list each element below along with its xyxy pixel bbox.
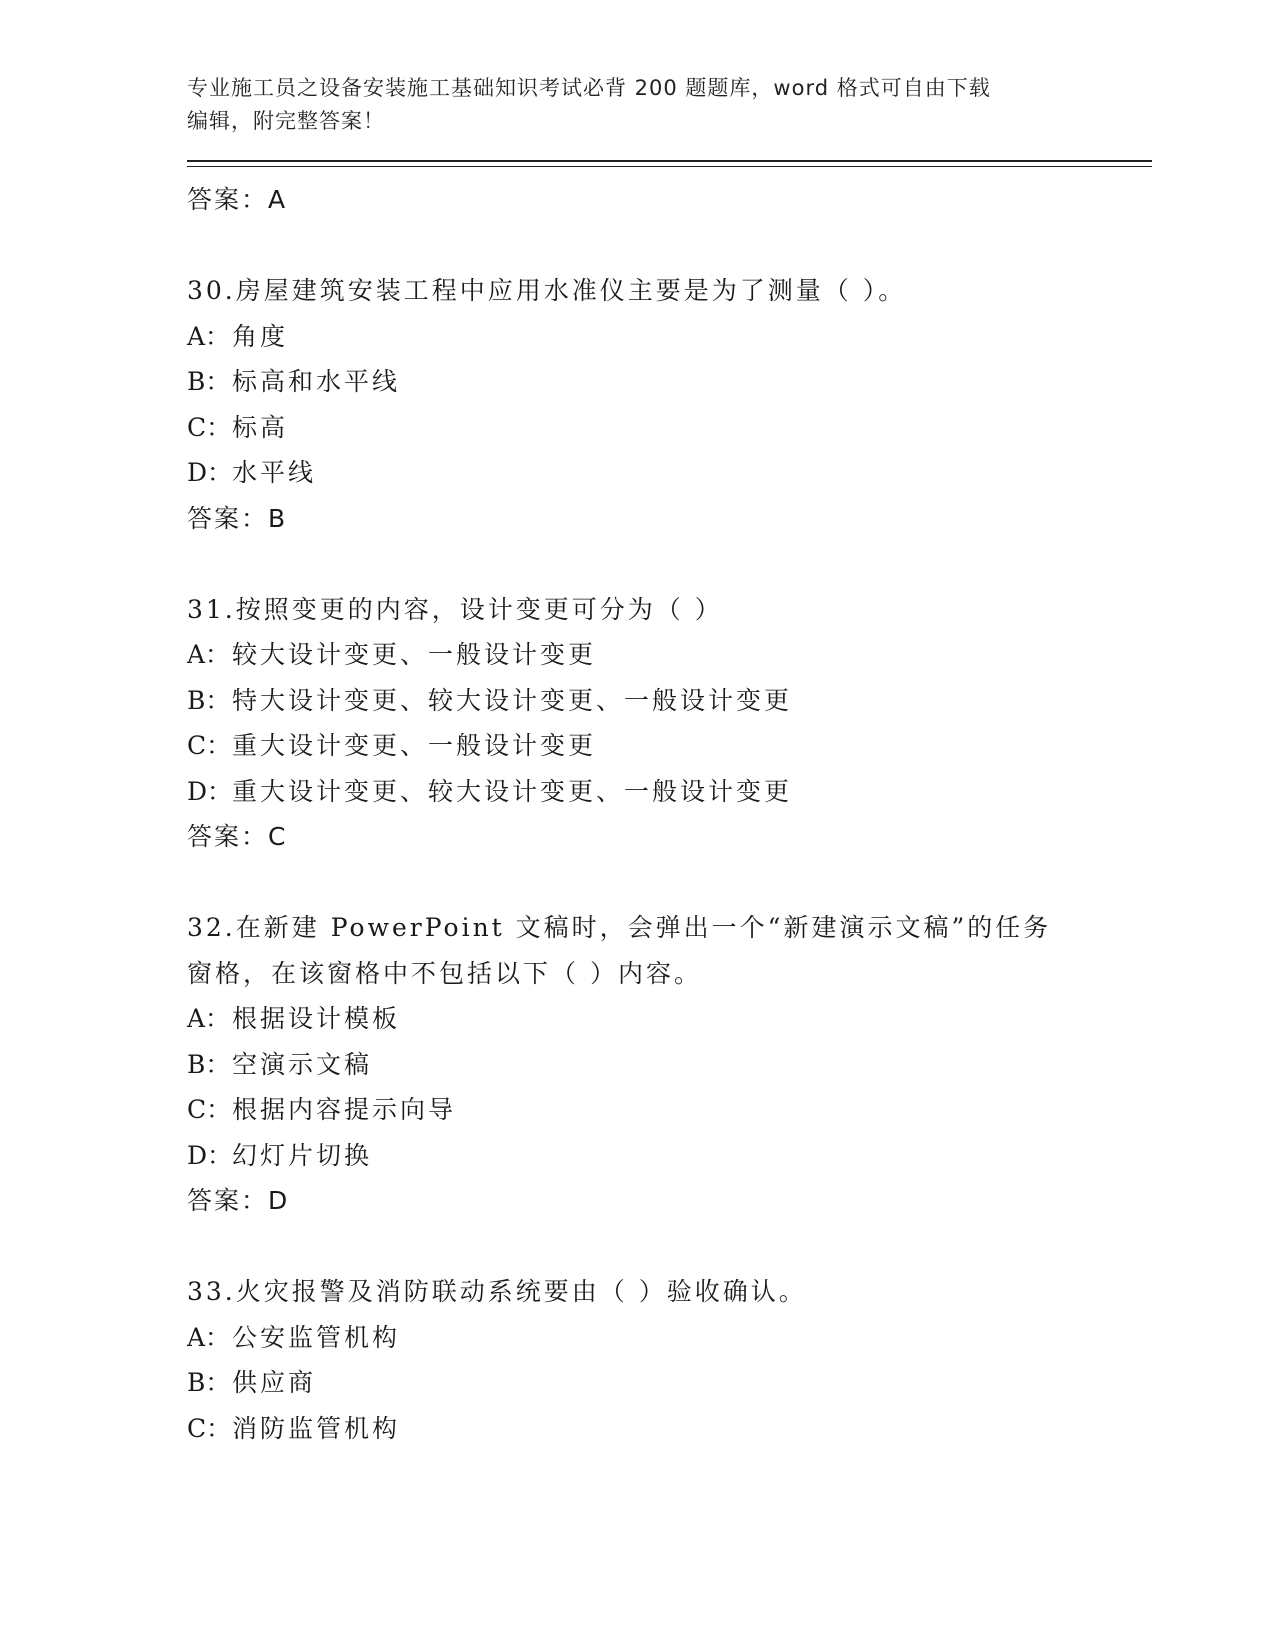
option-text: 消防监管机构 [232,1413,401,1443]
option-text: 水平线 [232,458,317,487]
option-letter: D： [187,458,233,487]
question-stem-line-1: 32.在新建 PowerPoint 文稿时，会弹出一个“新建演示文稿”的任务 [187,913,1052,942]
option-text: 标高 [232,412,289,442]
option-text: 标高和水平线 [232,367,401,396]
option-letter: A： [187,640,231,669]
option-letter: C： [187,1413,232,1443]
header-divider [187,160,1152,167]
spacer [187,223,1152,269]
option-d [187,769,1152,815]
option-a [187,1315,1152,1361]
option-letter: B： [187,1368,231,1397]
question-30 [187,268,1152,541]
option-letter: A： [187,321,231,351]
option-d [187,1133,1152,1179]
option-letter: C： [187,731,232,760]
option-text: 根据设计模板 [232,1004,401,1033]
option-letter: B： [187,1049,231,1079]
question-stem-line-2: 窗格，在该窗格中不包括以下（ ）内容。 [187,958,702,988]
question-stem: 30.房屋建筑安装工程中应用水准仪主要是为了测量（ ）。 [187,276,907,305]
question-31 [187,587,1152,860]
option-letter: D： [187,776,233,806]
spacer [187,541,1152,587]
document-header [187,72,1057,138]
option-c [187,405,1152,451]
option-text: 根据内容提示向导 [232,1095,457,1124]
option-b [187,1360,1152,1406]
question-stem: 31.按照变更的内容，设计变更可分为（ ） [187,594,723,624]
question-33 [187,1269,1152,1451]
question-stem: 33.火灾报警及消防联动系统要由（ ）验收确认。 [187,1277,807,1306]
answer-line: 答案：B [187,503,288,533]
option-letter: B： [187,367,231,396]
option-b [187,359,1152,405]
answer-line: 答案：A [187,185,288,214]
answer-line: 答案：D [187,1186,290,1215]
document-page [187,72,1152,1451]
header-line-2: 编辑，附完整答案！ [187,109,385,133]
option-a [187,996,1152,1042]
question-list [187,177,1152,1451]
option-text: 幻灯片切换 [232,1140,373,1170]
option-letter: C： [187,1095,232,1124]
option-text: 供应商 [232,1368,317,1397]
question-32 [187,905,1152,1224]
option-c [187,1087,1152,1133]
option-b [187,678,1152,724]
option-c [187,723,1152,769]
option-letter: D： [187,1140,233,1170]
option-text: 角度 [232,321,289,351]
option-text: 较大设计变更、一般设计变更 [232,640,597,669]
option-letter: A： [187,1004,231,1033]
option-text: 特大设计变更、较大设计变更、一般设计变更 [232,685,793,715]
option-d [187,450,1152,496]
option-letter: B： [187,685,231,715]
option-text: 重大设计变更、一般设计变更 [232,731,597,760]
option-a [187,314,1152,360]
option-letter: C： [187,412,232,442]
header-line-1: 专业施工员之设备安装施工基础知识考试必背 200 题题库，word 格式可自由下载 [187,76,991,100]
option-letter: A： [187,1322,231,1352]
option-c [187,1406,1152,1452]
option-b [187,1042,1152,1088]
option-text: 空演示文稿 [232,1049,373,1079]
option-a [187,632,1152,678]
spacer [187,1224,1152,1270]
spacer [187,860,1152,906]
option-text: 公安监管机构 [232,1322,401,1352]
option-text: 重大设计变更、较大设计变更、一般设计变更 [232,776,793,806]
answer-line: 答案：C [187,822,288,851]
